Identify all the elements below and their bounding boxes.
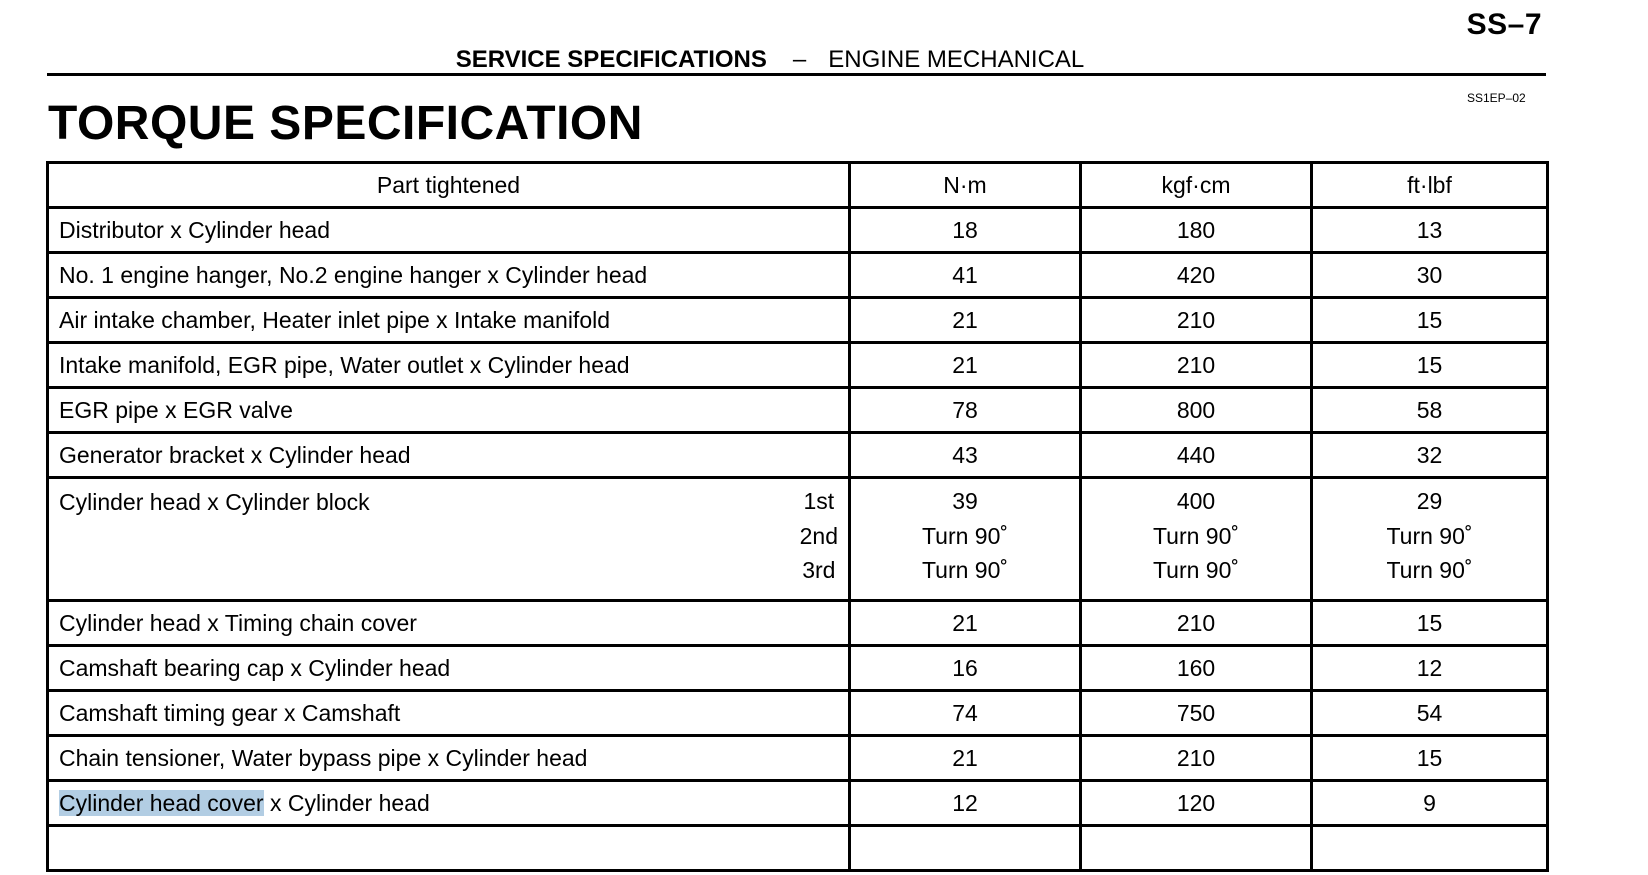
part-label: Cylinder head x Cylinder block — [59, 489, 370, 515]
ftlbf-cell — [1312, 478, 1548, 601]
selected-text[interactable]: Cylinder head cover — [59, 789, 264, 816]
kgfcm-cell: 160 — [1081, 646, 1312, 691]
part-cell: EGR pipe x EGR valve — [48, 388, 850, 433]
kgfcm-cell: 210 — [1081, 736, 1312, 781]
column-header-part: Part tightened — [48, 163, 850, 208]
kgfcm-cell: 440 — [1081, 433, 1312, 478]
nm-cell: 41 — [850, 253, 1081, 298]
table-row — [48, 433, 1548, 478]
part-cell: Camshaft timing gear x Camshaft — [48, 691, 850, 736]
table-row — [48, 298, 1548, 343]
kgfcm-cell: 120 — [1081, 781, 1312, 826]
table-row — [48, 736, 1548, 781]
kgfcm-value: Turn 90˚ — [1152, 522, 1240, 549]
ftlbf-cell: 54 — [1312, 691, 1548, 736]
nm-cell: 21 — [850, 343, 1081, 388]
column-header-ftlbf: ft·lbf — [1312, 163, 1548, 208]
kgfcm-cell: 750 — [1081, 691, 1312, 736]
table-row — [48, 646, 1548, 691]
nm-cell — [850, 826, 1081, 871]
table-header-row — [48, 163, 1548, 208]
torque-spec-table — [46, 161, 1549, 872]
nm-cell: 74 — [850, 691, 1081, 736]
part-cell: Intake manifold, EGR pipe, Water outlet x Cylinder head — [48, 343, 850, 388]
table-row-partial — [48, 826, 1548, 871]
ftlbf-cell: 15 — [1312, 736, 1548, 781]
nm-cell: 21 — [850, 298, 1081, 343]
step-label: 1st — [803, 488, 835, 514]
kgfcm-cell — [1081, 826, 1312, 871]
nm-cell: 16 — [850, 646, 1081, 691]
ftlbf-value: 29 — [1416, 488, 1443, 514]
kgfcm-cell: 210 — [1081, 298, 1312, 343]
ftlbf-cell: 9 — [1312, 781, 1548, 826]
step-label: 3rd — [802, 557, 836, 583]
part-cell: Air intake chamber, Heater inlet pipe x Intake manifold — [48, 298, 850, 343]
nm-value: Turn 90˚ — [921, 557, 1009, 583]
kgfcm-cell: 210 — [1081, 601, 1312, 646]
ftlbf-value: Turn 90˚ — [1386, 557, 1473, 583]
nm-cell: 18 — [850, 208, 1081, 253]
kgfcm-cell: 800 — [1081, 388, 1312, 433]
kgfcm-value: Turn 90˚ — [1152, 557, 1240, 583]
nm-cell: 12 — [850, 781, 1081, 826]
part-cell: Generator bracket x Cylinder head — [48, 433, 850, 478]
ftlbf-cell: 12 — [1312, 646, 1548, 691]
part-cell: Distributor x Cylinder head — [48, 208, 850, 253]
section-title: SERVICE SPECIFICATIONS — [455, 46, 767, 73]
part-cell — [48, 781, 850, 826]
ftlbf-cell: 15 — [1312, 601, 1548, 646]
part-cell: Chain tensioner, Water bypass pipe x Cylinder head — [48, 736, 850, 781]
nm-value: 39 — [952, 488, 978, 514]
document-code: SS1EP–02 — [1467, 91, 1526, 105]
part-cell: No. 1 engine hanger, No.2 engine hanger x Cylinder head — [48, 253, 850, 298]
ftlbf-cell: 30 — [1312, 253, 1548, 298]
kgfcm-cell: 210 — [1081, 343, 1312, 388]
ftlbf-cell: 32 — [1312, 433, 1548, 478]
page-title: TORQUE SPECIFICATION — [48, 97, 643, 150]
step-label: 2nd — [799, 522, 838, 549]
table-row — [48, 343, 1548, 388]
nm-cell: 43 — [850, 433, 1081, 478]
table-row — [48, 601, 1548, 646]
nm-cell — [850, 478, 1081, 601]
header-separator: – — [792, 46, 807, 73]
table-row — [48, 208, 1548, 253]
table-row — [48, 388, 1548, 433]
part-cell: Cylinder head x Timing chain cover — [48, 601, 850, 646]
running-header — [0, 46, 1540, 74]
part-label-rest: x Cylinder head — [263, 789, 430, 816]
ftlbf-value: Turn 90˚ — [1386, 522, 1473, 549]
page-number: SS–7 — [1466, 8, 1542, 41]
part-cell: Camshaft bearing cap x Cylinder head — [48, 646, 850, 691]
subsection-title: ENGINE MECHANICAL — [828, 46, 1085, 73]
table-row — [48, 781, 1548, 826]
part-cell — [48, 826, 850, 871]
ftlbf-cell — [1312, 826, 1548, 871]
table-row-multistep — [48, 478, 1548, 601]
kgfcm-cell: 180 — [1081, 208, 1312, 253]
tightening-steps — [800, 489, 838, 593]
nm-value: Turn 90˚ — [921, 522, 1009, 549]
ftlbf-cell: 13 — [1312, 208, 1548, 253]
table-row — [48, 253, 1548, 298]
ftlbf-cell: 15 — [1312, 298, 1548, 343]
nm-cell: 21 — [850, 601, 1081, 646]
nm-cell: 21 — [850, 736, 1081, 781]
part-cell — [48, 478, 850, 601]
ftlbf-cell: 15 — [1312, 343, 1548, 388]
kgfcm-cell — [1081, 478, 1312, 601]
table-row — [48, 691, 1548, 736]
kgfcm-value: 400 — [1176, 488, 1216, 514]
header-rule — [47, 73, 1546, 76]
column-header-kgfcm: kgf·cm — [1081, 163, 1312, 208]
ftlbf-cell: 58 — [1312, 388, 1548, 433]
kgfcm-cell: 420 — [1081, 253, 1312, 298]
column-header-nm: N·m — [850, 163, 1081, 208]
nm-cell: 78 — [850, 388, 1081, 433]
